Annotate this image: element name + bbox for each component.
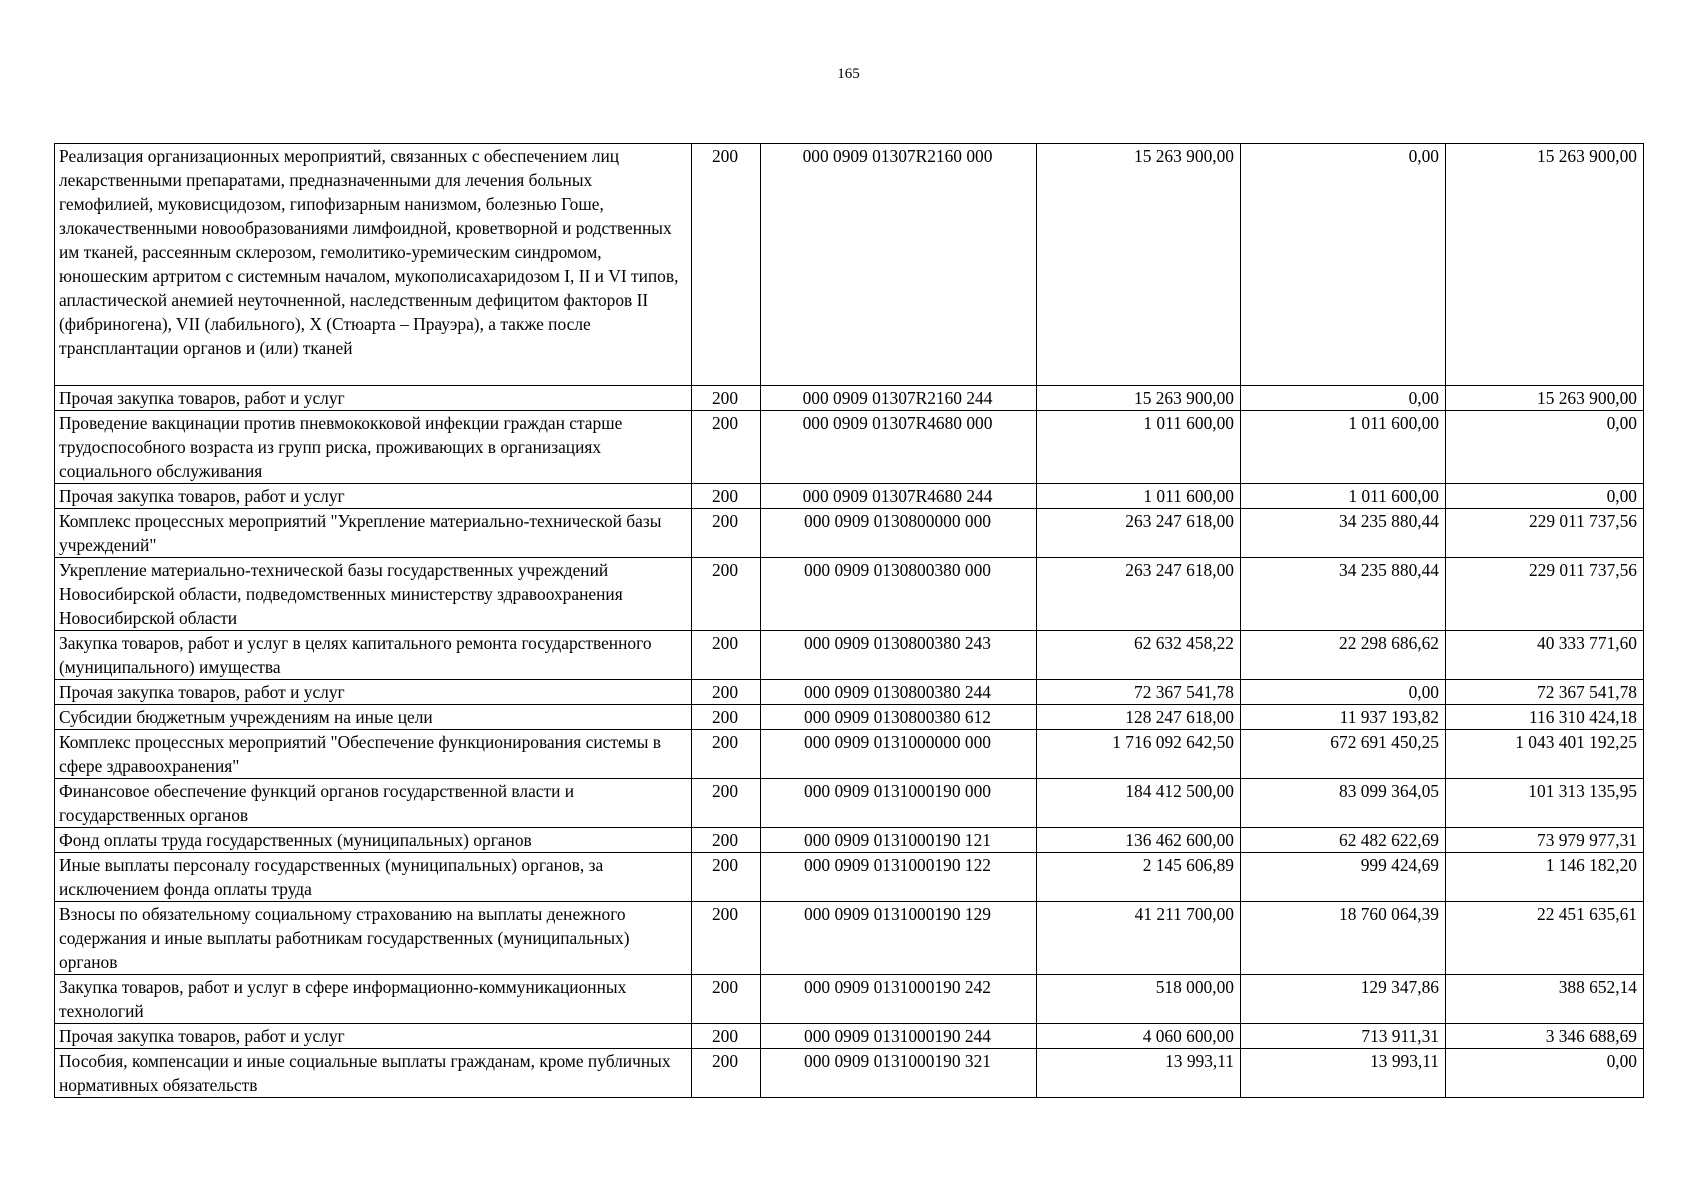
row-name: Проведение вакцинации против пневмококковой инфекции граждан старше трудоспособного возраста из групп риска, проживающих в организациях социального обслуживания (55, 411, 692, 484)
row-unexecuted-amount: 388 652,14 (1446, 975, 1644, 1024)
row-classification-code: 000 0909 0131000190 244 (761, 1024, 1037, 1049)
row-unexecuted-amount: 116 310 424,18 (1446, 705, 1644, 730)
row-line-code: 200 (692, 779, 761, 828)
row-classification-code: 000 0909 01307R2160 000 (761, 144, 1037, 386)
row-unexecuted-amount: 1 043 401 192,25 (1446, 730, 1644, 779)
row-line-code: 200 (692, 144, 761, 386)
row-line-code: 200 (692, 1049, 761, 1098)
row-approved-amount: 518 000,00 (1037, 975, 1241, 1024)
row-approved-amount: 15 263 900,00 (1037, 386, 1241, 411)
row-unexecuted-amount: 101 313 135,95 (1446, 779, 1644, 828)
row-name: Пособия, компенсации и иные социальные выплаты гражданам, кроме публичных нормативных обязательств (55, 1049, 692, 1098)
row-approved-amount: 2 145 606,89 (1037, 853, 1241, 902)
row-approved-amount: 128 247 618,00 (1037, 705, 1241, 730)
row-name: Укрепление материально-технической базы государственных учреждений Новосибирской области, подведомственных министерству здравоохранения Новосибирской области (55, 558, 692, 631)
row-line-code: 200 (692, 680, 761, 705)
table-row (55, 902, 1644, 975)
row-executed-amount: 129 347,86 (1241, 975, 1446, 1024)
row-name: Прочая закупка товаров, работ и услуг (55, 680, 692, 705)
row-executed-amount: 34 235 880,44 (1241, 558, 1446, 631)
row-line-code: 200 (692, 558, 761, 631)
row-approved-amount: 13 993,11 (1037, 1049, 1241, 1098)
row-approved-amount: 263 247 618,00 (1037, 509, 1241, 558)
row-unexecuted-amount: 40 333 771,60 (1446, 631, 1644, 680)
row-executed-amount: 0,00 (1241, 680, 1446, 705)
row-classification-code: 000 0909 0130800380 612 (761, 705, 1037, 730)
row-name: Прочая закупка товаров, работ и услуг (55, 484, 692, 509)
row-name: Иные выплаты персоналу государственных (муниципальных) органов, за исключением фонда оплаты труда (55, 853, 692, 902)
table-row (55, 631, 1644, 680)
row-unexecuted-amount: 0,00 (1446, 1049, 1644, 1098)
row-line-code: 200 (692, 509, 761, 558)
row-name: Взносы по обязательному социальному страхованию на выплаты денежного содержания и иные выплаты работникам государственных (муниципальных) органов (55, 902, 692, 975)
row-classification-code: 000 0909 01307R4680 000 (761, 411, 1037, 484)
row-line-code: 200 (692, 975, 761, 1024)
row-executed-amount: 62 482 622,69 (1241, 828, 1446, 853)
row-unexecuted-amount: 0,00 (1446, 484, 1644, 509)
row-line-code: 200 (692, 411, 761, 484)
table-row (55, 1024, 1644, 1049)
row-name: Финансовое обеспечение функций органов государственной власти и государственных органов (55, 779, 692, 828)
table-row (55, 828, 1644, 853)
table-row (55, 1049, 1644, 1098)
row-line-code: 200 (692, 902, 761, 975)
row-executed-amount: 83 099 364,05 (1241, 779, 1446, 828)
row-unexecuted-amount: 3 346 688,69 (1446, 1024, 1644, 1049)
row-classification-code: 000 0909 0131000190 242 (761, 975, 1037, 1024)
table-row (55, 730, 1644, 779)
row-executed-amount: 18 760 064,39 (1241, 902, 1446, 975)
row-line-code: 200 (692, 828, 761, 853)
row-name: Комплекс процессных мероприятий "Обеспечение функционирования системы в сфере здравоохранения" (55, 730, 692, 779)
row-classification-code: 000 0909 01307R2160 244 (761, 386, 1037, 411)
row-executed-amount: 11 937 193,82 (1241, 705, 1446, 730)
table-row (55, 144, 1644, 386)
row-executed-amount: 34 235 880,44 (1241, 509, 1446, 558)
row-executed-amount: 22 298 686,62 (1241, 631, 1446, 680)
row-classification-code: 000 0909 0131000190 121 (761, 828, 1037, 853)
row-approved-amount: 41 211 700,00 (1037, 902, 1241, 975)
table-row (55, 705, 1644, 730)
page-number: 165 (837, 66, 860, 82)
row-line-code: 200 (692, 705, 761, 730)
row-approved-amount: 4 060 600,00 (1037, 1024, 1241, 1049)
row-classification-code: 000 0909 0131000000 000 (761, 730, 1037, 779)
row-name: Субсидии бюджетным учреждениям на иные цели (55, 705, 692, 730)
row-classification-code: 000 0909 0131000190 122 (761, 853, 1037, 902)
row-unexecuted-amount: 1 146 182,20 (1446, 853, 1644, 902)
row-classification-code: 000 0909 0130800380 244 (761, 680, 1037, 705)
row-approved-amount: 184 412 500,00 (1037, 779, 1241, 828)
row-classification-code: 000 0909 0131000190 321 (761, 1049, 1037, 1098)
row-executed-amount: 999 424,69 (1241, 853, 1446, 902)
row-name: Прочая закупка товаров, работ и услуг (55, 1024, 692, 1049)
row-name: Закупка товаров, работ и услуг в сфере информационно-коммуникационных технологий (55, 975, 692, 1024)
table-row (55, 975, 1644, 1024)
row-line-code: 200 (692, 1024, 761, 1049)
budget-execution-table (54, 143, 1644, 1098)
row-executed-amount: 713 911,31 (1241, 1024, 1446, 1049)
row-approved-amount: 62 632 458,22 (1037, 631, 1241, 680)
table-row (55, 558, 1644, 631)
row-classification-code: 000 0909 0131000190 129 (761, 902, 1037, 975)
row-approved-amount: 15 263 900,00 (1037, 144, 1241, 386)
row-name: Прочая закупка товаров, работ и услуг (55, 386, 692, 411)
table-row (55, 509, 1644, 558)
row-unexecuted-amount: 15 263 900,00 (1446, 386, 1644, 411)
row-approved-amount: 263 247 618,00 (1037, 558, 1241, 631)
row-unexecuted-amount: 22 451 635,61 (1446, 902, 1644, 975)
row-name: Комплекс процессных мероприятий "Укрепление материально-технической базы учреждений" (55, 509, 692, 558)
table-row (55, 680, 1644, 705)
row-unexecuted-amount: 73 979 977,31 (1446, 828, 1644, 853)
row-executed-amount: 1 011 600,00 (1241, 484, 1446, 509)
row-unexecuted-amount: 72 367 541,78 (1446, 680, 1644, 705)
row-approved-amount: 136 462 600,00 (1037, 828, 1241, 853)
row-name: Фонд оплаты труда государственных (муниципальных) органов (55, 828, 692, 853)
row-name: Реализация организационных мероприятий, связанных с обеспечением лиц лекарственными препаратами, предназначенными для лечения больных гемофилией, муковисцидозом, гипофизарным нанизмом, болезнью Гоше, злокачественными новообразованиями лимфоидной, кроветворной и родственных им тканей, рассеянным склерозом, гемолитико-уремическим синдромом, юношеским артритом с системным началом, мукополисахаридозом I, II и VI типов, апластической анемией неуточненной, наследственным дефицитом факторов II (фибриногена), VII (лабильного), X (Стюарта – Прауэра), а также после трансплантации органов и (или) тканей (55, 144, 692, 386)
row-unexecuted-amount: 0,00 (1446, 411, 1644, 484)
row-executed-amount: 672 691 450,25 (1241, 730, 1446, 779)
row-approved-amount: 1 716 092 642,50 (1037, 730, 1241, 779)
row-approved-amount: 72 367 541,78 (1037, 680, 1241, 705)
row-unexecuted-amount: 229 011 737,56 (1446, 509, 1644, 558)
row-unexecuted-amount: 15 263 900,00 (1446, 144, 1644, 386)
table-row (55, 411, 1644, 484)
row-classification-code: 000 0909 0130800000 000 (761, 509, 1037, 558)
row-executed-amount: 0,00 (1241, 144, 1446, 386)
row-line-code: 200 (692, 730, 761, 779)
row-executed-amount: 1 011 600,00 (1241, 411, 1446, 484)
table-row (55, 853, 1644, 902)
row-executed-amount: 13 993,11 (1241, 1049, 1446, 1098)
row-classification-code: 000 0909 0131000190 000 (761, 779, 1037, 828)
row-classification-code: 000 0909 0130800380 000 (761, 558, 1037, 631)
row-line-code: 200 (692, 484, 761, 509)
row-name: Закупка товаров, работ и услуг в целях капитального ремонта государственного (муниципального) имущества (55, 631, 692, 680)
table-row (55, 386, 1644, 411)
row-line-code: 200 (692, 386, 761, 411)
table-row (55, 779, 1644, 828)
row-classification-code: 000 0909 01307R4680 244 (761, 484, 1037, 509)
row-line-code: 200 (692, 853, 761, 902)
row-classification-code: 000 0909 0130800380 243 (761, 631, 1037, 680)
row-approved-amount: 1 011 600,00 (1037, 411, 1241, 484)
row-executed-amount: 0,00 (1241, 386, 1446, 411)
row-approved-amount: 1 011 600,00 (1037, 484, 1241, 509)
row-line-code: 200 (692, 631, 761, 680)
table-row (55, 484, 1644, 509)
row-unexecuted-amount: 229 011 737,56 (1446, 558, 1644, 631)
